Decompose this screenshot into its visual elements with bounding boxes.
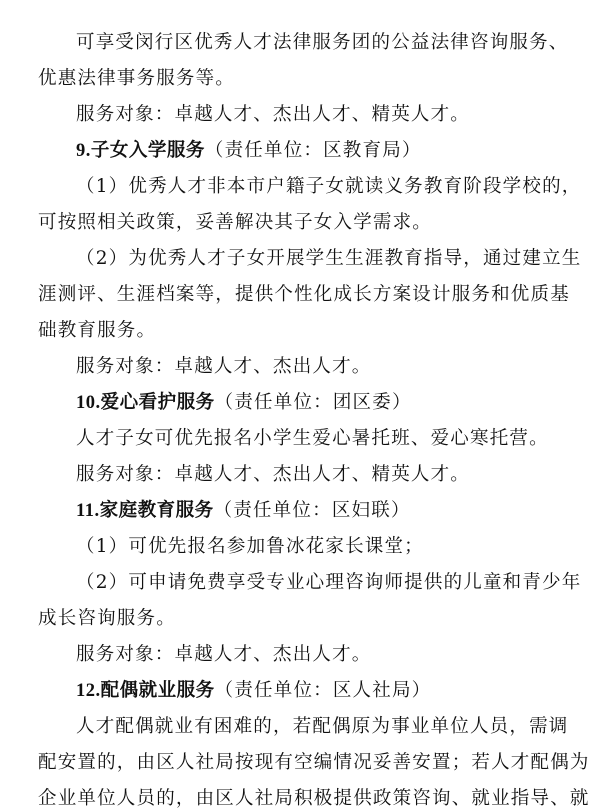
service-target-line: 服务对象：卓越人才、杰出人才、精英人才。 (76, 464, 471, 485)
paragraph-line: 企业单位人员的，由区人社局积极提供政策咨询、就业指导、就 (38, 788, 590, 809)
heading-number: 12. (76, 681, 101, 701)
heading-title: 配偶就业服务 (100, 680, 215, 701)
heading-number: 10. (76, 393, 101, 413)
heading-responsible-unit: （责任单位：区教育局） (204, 140, 422, 161)
section-heading-12 (76, 679, 431, 703)
heading-responsible-unit: （责任单位：区人社局） (214, 680, 432, 701)
paragraph-line: （2）为优秀人才子女开展学生生涯教育指导，通过建立生 (76, 248, 582, 269)
section-heading-10 (76, 391, 412, 415)
service-target-line: 服务对象：卓越人才、杰出人才。 (76, 356, 372, 377)
paragraph-line: 础教育服务。 (38, 320, 157, 341)
paragraph-line: （2）可申请免费享受专业心理咨询师提供的儿童和青少年 (76, 572, 582, 593)
heading-responsible-unit: （责任单位：团区委） (214, 392, 412, 413)
service-target-line: 服务对象：卓越人才、杰出人才。 (76, 644, 372, 665)
paragraph-line: 优惠法律事务服务等。 (38, 68, 236, 89)
paragraph-line: 配安置的，由区人社局按现有空编情况妥善安置；若人才配偶为 (38, 752, 590, 773)
paragraph-line: 可享受闵行区优秀人才法律服务团的公益法律咨询服务、 (76, 32, 569, 53)
paragraph-line: （1）优秀人才非本市户籍子女就读义务教育阶段学校的， (76, 176, 582, 197)
heading-number: 9. (76, 141, 91, 161)
paragraph-line: 可按照相关政策，妥善解决其子女入学需求。 (38, 212, 433, 233)
section-heading-9 (76, 139, 422, 163)
heading-title: 子女入学服务 (90, 140, 205, 161)
paragraph-line: 人才配偶就业有困难的，若配偶原为事业单位人员，需调 (76, 716, 569, 737)
heading-title: 爱心看护服务 (100, 392, 215, 413)
section-heading-11 (76, 499, 411, 523)
heading-number: 11. (76, 501, 100, 521)
service-target-line: 服务对象：卓越人才、杰出人才、精英人才。 (76, 104, 471, 125)
paragraph-line: 成长咨询服务。 (38, 608, 176, 629)
paragraph-line: 涯测评、生涯档案等，提供个性化成长方案设计服务和优质基 (38, 284, 570, 305)
paragraph-line: （1）可优先报名参加鲁冰花家长课堂； (76, 536, 424, 557)
heading-responsible-unit: （责任单位：区妇联） (213, 500, 411, 521)
heading-title: 家庭教育服务 (99, 500, 214, 521)
paragraph-line: 人才子女可优先报名小学生爱心暑托班、爱心寒托营。 (76, 428, 549, 449)
